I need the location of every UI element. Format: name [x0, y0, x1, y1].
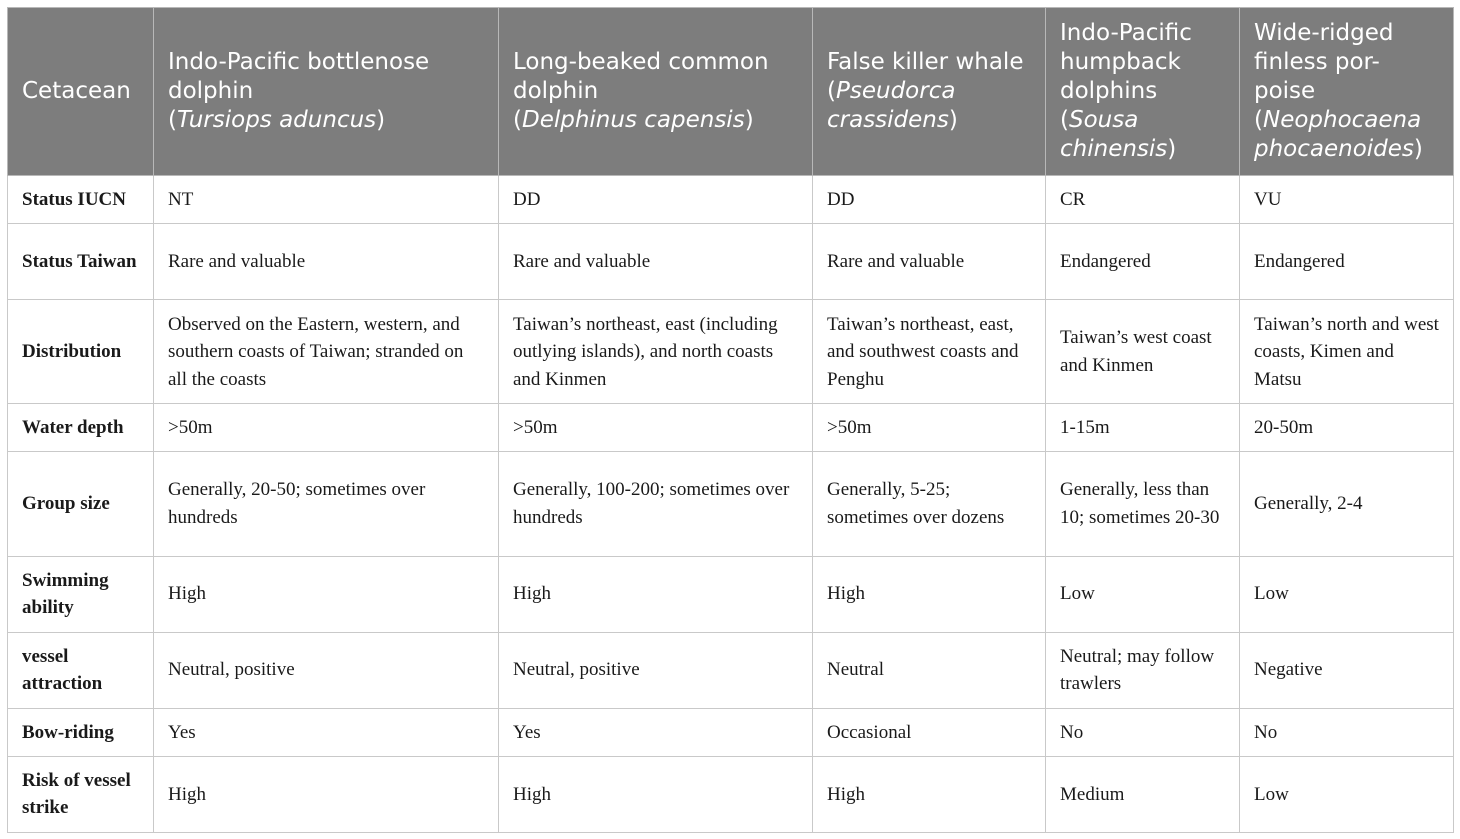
header-species: False killer whale (Pseudorca crassidens) — [813, 8, 1046, 176]
species-common-name: False killer whale — [827, 49, 1024, 75]
row-label: vessel attraction — [8, 632, 154, 708]
species-scientific-name: Tursiops aduncus — [176, 107, 377, 133]
table-cell: High — [813, 556, 1046, 632]
table-row — [8, 708, 1454, 756]
table-cell: Taiwan’s northeast, east, and southwest coasts and Penghu — [813, 300, 1046, 404]
species-common-name: Long-beaked common dolphin — [513, 49, 769, 104]
table-row — [8, 756, 1454, 832]
table-cell: Low — [1240, 756, 1454, 832]
species-scientific-name: Delphinus capensis — [521, 107, 745, 133]
table-cell: Generally, 2-4 — [1240, 452, 1454, 556]
table-row — [8, 300, 1454, 404]
table-cell: Neutral, positive — [154, 632, 499, 708]
table-row — [8, 452, 1454, 556]
table-row — [8, 556, 1454, 632]
table-cell: Occasional — [813, 708, 1046, 756]
table-cell: NT — [154, 176, 499, 224]
table-cell: High — [154, 756, 499, 832]
table-cell: High — [499, 556, 813, 632]
table-cell: Rare and valuable — [154, 224, 499, 300]
table-cell: VU — [1240, 176, 1454, 224]
table-cell: Yes — [499, 708, 813, 756]
table-row — [8, 224, 1454, 300]
table-cell: High — [154, 556, 499, 632]
table-cell: Medium — [1046, 756, 1240, 832]
row-label: Bow-riding — [8, 708, 154, 756]
species-scientific-name: Neophocaena phocaenoides — [1254, 107, 1422, 162]
row-label: Status Taiwan — [8, 224, 154, 300]
header-row — [8, 8, 1454, 176]
table-cell: Neutral; may follow trawlers — [1046, 632, 1240, 708]
header-species: Indo-Pacific bottlenose dolphin (Tursiops aduncus) — [154, 8, 499, 176]
row-label: Status IUCN — [8, 176, 154, 224]
table-cell: Negative — [1240, 632, 1454, 708]
table-cell: No — [1046, 708, 1240, 756]
table-cell: 20-50m — [1240, 404, 1454, 452]
table-cell: High — [813, 756, 1046, 832]
row-label: Group size — [8, 452, 154, 556]
table-cell: Generally, 5-25; sometimes over dozens — [813, 452, 1046, 556]
table-cell: Endangered — [1240, 224, 1454, 300]
header-species: Long-beaked common dolphin (Delphinus capensis) — [499, 8, 813, 176]
table-cell: Generally, less than 10; sometimes 20-30 — [1046, 452, 1240, 556]
table-cell: Endangered — [1046, 224, 1240, 300]
table-cell: Rare and valuable — [813, 224, 1046, 300]
table-cell: Rare and valuable — [499, 224, 813, 300]
table-cell: >50m — [813, 404, 1046, 452]
row-label: Swimming ability — [8, 556, 154, 632]
table-cell: DD — [813, 176, 1046, 224]
header-species: Wide-ridged finless por-poise (Neophocaena phocaenoides) — [1240, 8, 1454, 176]
table-cell: Generally, 100-200; sometimes over hundreds — [499, 452, 813, 556]
table-cell: >50m — [154, 404, 499, 452]
table-row — [8, 632, 1454, 708]
header-species: Indo-Pacific humpback dolphins (Sousa chinensis) — [1046, 8, 1240, 176]
row-label: Risk of vessel strike — [8, 756, 154, 832]
table-row — [8, 176, 1454, 224]
table-row — [8, 404, 1454, 452]
table-cell: CR — [1046, 176, 1240, 224]
table-cell: No — [1240, 708, 1454, 756]
table-cell: Low — [1240, 556, 1454, 632]
table-cell: Low — [1046, 556, 1240, 632]
table-cell: Neutral, positive — [499, 632, 813, 708]
table-cell: Yes — [154, 708, 499, 756]
table-cell: Observed on the Eastern, western, and southern coasts of Taiwan; stranded on all the coasts — [154, 300, 499, 404]
row-label: Water depth — [8, 404, 154, 452]
table-cell: Generally, 20-50; sometimes over hundreds — [154, 452, 499, 556]
table-cell: Neutral — [813, 632, 1046, 708]
table-cell: Taiwan’s west coast and Kinmen — [1046, 300, 1240, 404]
table-cell: >50m — [499, 404, 813, 452]
cetacean-comparison-table — [7, 7, 1454, 833]
species-common-name: Indo-Pacific bottlenose dolphin — [168, 49, 430, 104]
species-common-name: Indo-Pacific humpback dolphins — [1060, 20, 1192, 104]
species-scientific-name: Pseudorca crassidens — [827, 78, 956, 133]
species-common-name: Wide-ridged finless por-poise — [1254, 20, 1394, 104]
row-label: Distribution — [8, 300, 154, 404]
table-cell: Taiwan’s northeast, east (including outlying islands), and north coasts and Kinmen — [499, 300, 813, 404]
table-cell: Taiwan’s north and west coasts, Kimen and Matsu — [1240, 300, 1454, 404]
table-cell: DD — [499, 176, 813, 224]
species-scientific-name: Sousa chinensis — [1060, 107, 1168, 162]
header-cetacean: Cetacean — [8, 8, 154, 176]
table-cell: 1-15m — [1046, 404, 1240, 452]
table-cell: High — [499, 756, 813, 832]
